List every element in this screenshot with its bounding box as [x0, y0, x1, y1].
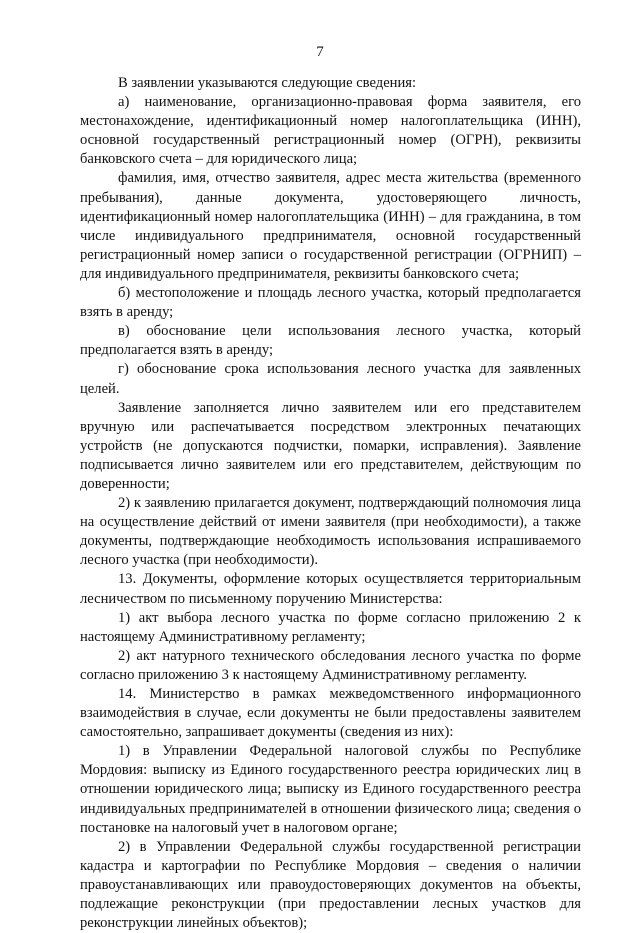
paragraph-application-filling: Заявление заполняется лично заявителем или его представителем вручную или распечатывается посредством электронных печатающих устройств (не допускаются подчистки, помарки, исправления). Заявление подписывается лично заявителем или его представителем, действующим по доверенности;	[80, 399, 581, 492]
paragraph-14-item-1: 1) в Управлении Федеральной налоговой службы по Республике Мордовия: выписку из Единого государственного реестра юридических лиц в отношении юридического лица; выписку из Единого государственного реестра индивидуальных предпринимателей в отношении физического лица; сведения о постановке на налоговый учет в налоговом органе;	[80, 743, 581, 836]
paragraph-13-item-1: 1) акт выбора лесного участка по форме согласно приложению 2 к настоящему Административному регламенту;	[80, 609, 581, 645]
paragraph-item-g: г) обоснование срока использования лесного участка для заявленных целей.	[80, 361, 581, 397]
paragraph-14-item-2: 2) в Управлении Федеральной службы государственной регистрации кадастра и картографии по Республике Мордовия – сведения о наличии правоустанавливающих или правоудостоверяющих документов на объекты, подлежащие реконструкции (при предоставлении лесных участков для реконструкции линейных объектов);	[80, 838, 581, 932]
paragraph-item-v: в) обоснование цели использования лесного участка, который предполагается взять в аренду;	[80, 323, 581, 359]
paragraph-item-a: а) наименование, организационно-правовая форма заявителя, его местонахождение, идентификационный номер налогоплательщика (ИНН), основной государственный регистрационный номер (ОГРН), реквизиты банковского счета – для юридического лица;	[80, 94, 581, 168]
paragraph-section-13: 13. Документы, оформление которых осуществляется территориальным лесничеством по письменному поручению Министерства:	[80, 571, 581, 607]
paragraph-13-item-2: 2) акт натурного технического обследования лесного участка по форме согласно приложению 3 к настоящему Административному регламенту.	[80, 647, 581, 683]
page-number: 7	[316, 44, 324, 60]
paragraph-item-b: б) местоположение и площадь лесного участка, который предполагается взять в аренду;	[80, 285, 581, 321]
paragraph-intro: В заявлении указываются следующие сведения:	[118, 75, 417, 91]
paragraph-item-2-attachments: 2) к заявлению прилагается документ, подтверждающий полномочия лица на осуществление действий от имени заявителя (при необходимости), а также документы, подтверждающие необходимость использования испрашиваемого лесного участка (при необходимости).	[80, 495, 581, 569]
paragraph-item-a-individual: фамилия, имя, отчество заявителя, адрес места жительства (временного пребывания), данные документа, удостоверяющего личность, идентификационный номер налогоплательщика (ИНН) – для гражданина, в том числе индивидуального предпринимателя, основной государственный регистрационный номер записи о государственной регистрации (ОГРНИП) – для индивидуального предпринимателя, реквизиты банковского счета;	[80, 170, 581, 282]
paragraph-section-14: 14. Министерство в рамках межведомственного информационного взаимодействия в случае, если документы не были предоставлены заявителем самостоятельно, запрашивает документы (сведения из них):	[80, 686, 581, 741]
document-body	[80, 74, 581, 933]
